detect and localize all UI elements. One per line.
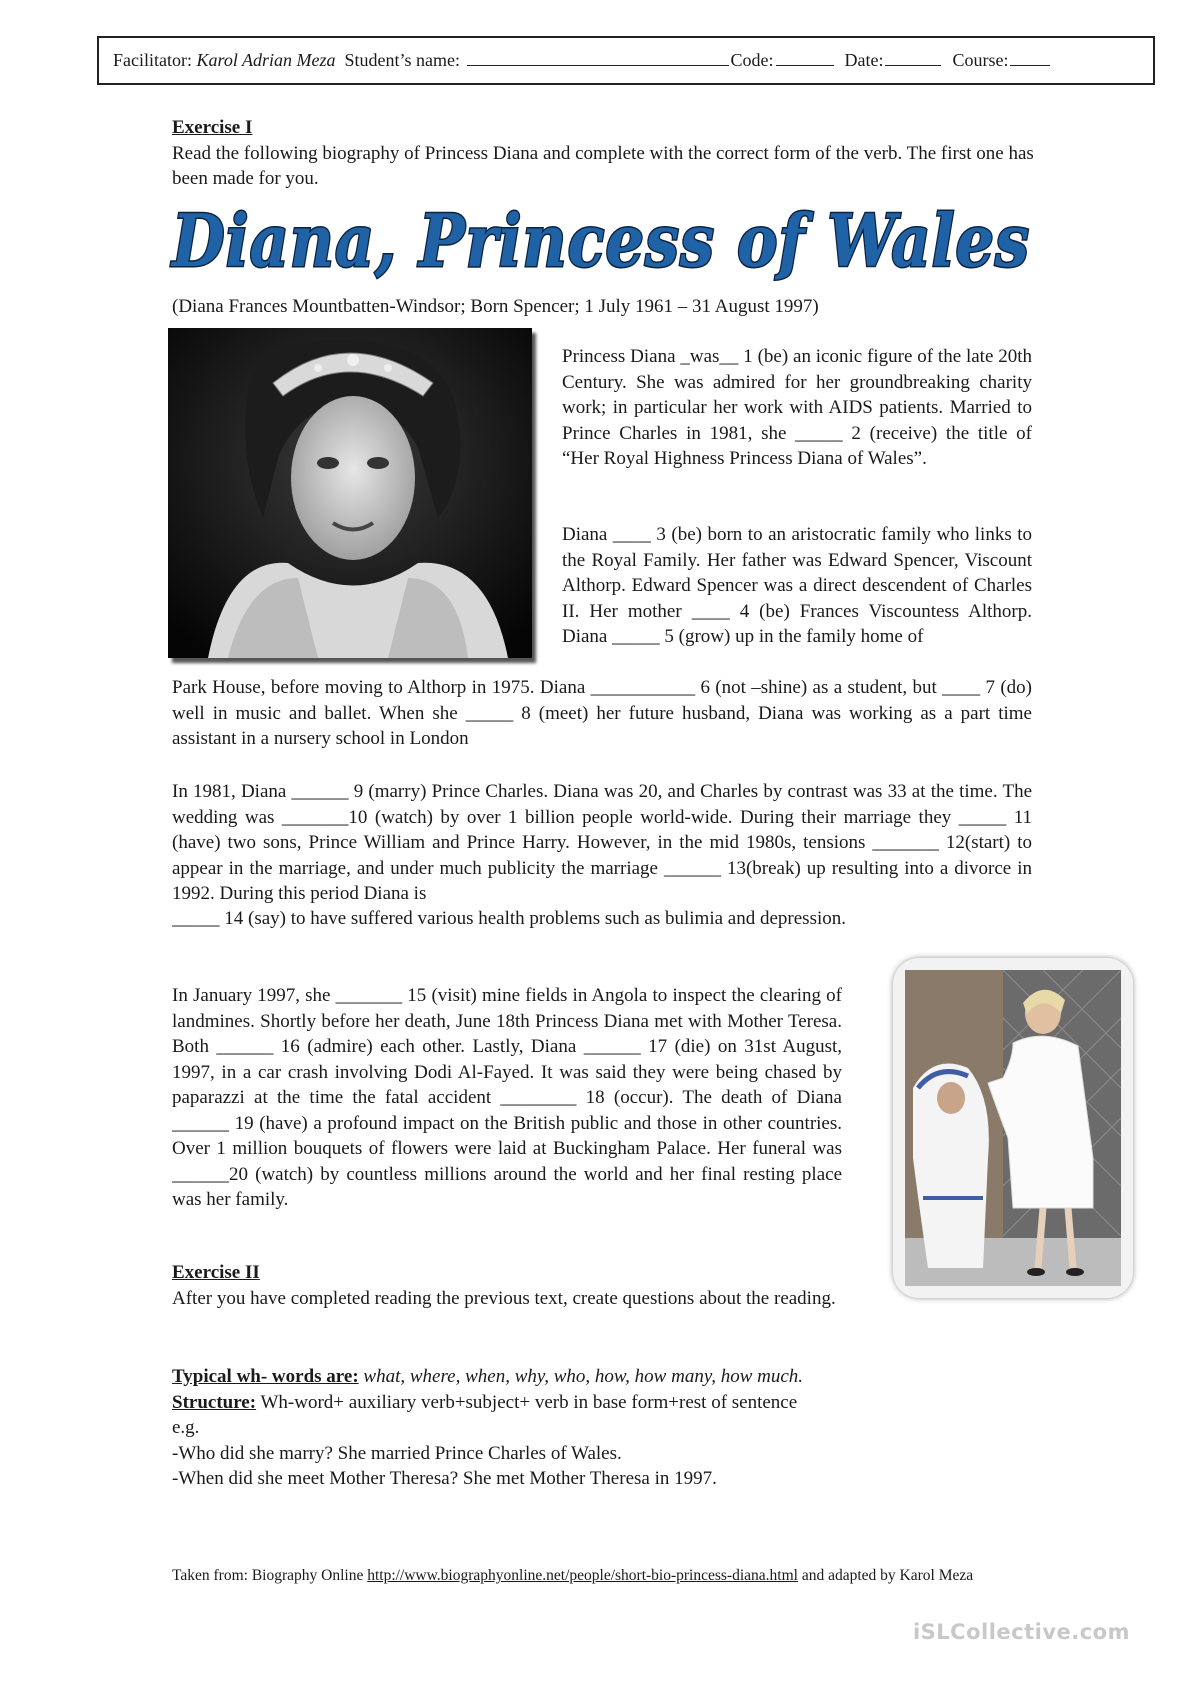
exercise2-section <box>172 1260 872 1311</box>
date-field[interactable] <box>885 64 941 66</box>
main-title <box>168 196 1038 286</box>
code-field[interactable] <box>776 64 834 66</box>
example-2: -When did she meet Mother Theresa? She met Mother Theresa in 1997. <box>172 1468 717 1489</box>
header-box <box>97 36 1155 85</box>
diana-portrait-image <box>168 328 532 658</box>
paragraph-1: Princess Diana _was__ 1 (be) an iconic figure of the late 20th Century. She was admired for her groundbreaking charity work; in particular her work with AIDS patients. Married to Prince Charles in 1981, she _____ 2 (receive) the title of “Her Royal Highness Princess Diana of Wales”. <box>562 346 1032 469</box>
example-label: e.g. <box>172 1417 200 1438</box>
portrait-drawing <box>168 328 532 658</box>
source-footer <box>172 1566 1052 1586</box>
wh-words-list: what, where, when, why, who, how, how many, how much. <box>363 1366 804 1387</box>
exercise1-title: Exercise I <box>172 117 253 138</box>
student-name-label: Student’s name: <box>344 50 460 70</box>
photo2-drawing <box>893 958 1133 1298</box>
paragraph-3: In 1981, Diana ______ 9 (marry) Prince Charles. Diana was 20, and Charles by contrast was 33 at the time. The wedding was _______10 (watch) by over 1 billion people world-wide. During their marriage they _____ 11 (have) two sons, Prince William and Prince Harry. However, in the mid 1980s, tensions _______ 12(start) to appear in the marriage, and under much publicity the marriage ______ 13(break) up resulting into a divorce in 1992. During this period Diana is <box>172 781 1032 904</box>
structure-text: Wh-word+ auxiliary verb+subject+ verb in base form+rest of sentence <box>260 1391 798 1413</box>
student-name-field[interactable] <box>467 64 729 66</box>
watermark: iSLCollective.com <box>912 1620 1130 1644</box>
date-label: Date: <box>844 50 884 70</box>
paragraph-2b: Park House, before moving to Althorp in 1975. Diana ___________ 6 (not –shine) as a student, but ____ 7 (do) well in music and ballet. When she _____ 8 (meet) her future husband, Diana was working as a part time assistant in a nursery school in London <box>172 677 1032 749</box>
course-field[interactable] <box>1010 64 1050 66</box>
footer-suffix: and adapted by Karol Meza <box>801 1567 974 1584</box>
paragraph-4: In January 1997, she _______ 15 (visit) mine fields in Angola to inspect the clearing of landmines. Shortly before her death, June 18th Princess Diana met with Mother Teresa. Both ______ 16 (admire) each other. Lastly, Diana ______ 17 (die) on 31st August, 1997, in a car crash involving Dodi Al-Fayed. It was said they were being chased by paparazzi at the time the fatal accident ________ 18 (occur). The death of Diana ______ 19 (have) a profound impact on the British public and those in other countries. Over 1 million bouquets of flowers were laid at Buckingham Palace. Her funeral was ______20 (watch) by countless millions around the world and her final resting place was her family. <box>172 985 842 1210</box>
paragraph-2a: Diana ____ 3 (be) born to an aristocratic family who links to the Royal Family. Her father was Edward Spencer, Viscount Althorp. Edward Spencer was a direct descendent of Charles II. Her mother ____ 4 (be) Frances Viscountess Althorp. Diana _____ 5 (grow) up in the family home of <box>562 524 1032 647</box>
main-title-text: Diana, Princess of Wales <box>170 198 1030 283</box>
paragraph-3b: _____ 14 (say) to have suffered various health problems such as bulimia and depression. <box>172 908 846 929</box>
exercise1-instructions: Read the following biography of Princess Diana and complete with the correct form of the verb. The first one has been made for you. <box>172 142 1034 189</box>
diana-mother-teresa-image <box>893 958 1133 1298</box>
example-1: -Who did she marry? She married Prince Charles of Wales. <box>172 1442 622 1464</box>
exercise2-title: Exercise II <box>172 1262 260 1283</box>
source-link[interactable]: http://www.biographyonline.net/people/short-bio-princess-diana.html <box>367 1567 798 1584</box>
wh-words-label: Typical wh- words are: <box>172 1366 359 1387</box>
exercise1-section <box>172 115 1032 192</box>
subtitle: (Diana Frances Mountbatten-Windsor; Born Spencer; 1 July 1961 – 31 August 1997) <box>172 296 819 317</box>
course-label: Course: <box>952 50 1009 70</box>
exercise2-instructions: After you have completed reading the previous text, create questions about the reading. <box>172 1287 836 1309</box>
exercise2-details <box>172 1364 1052 1492</box>
footer-prefix: Taken from: Biography Online <box>172 1567 364 1584</box>
code-label: Code: <box>730 50 774 70</box>
facilitator-name: Karol Adrian Meza <box>196 50 336 70</box>
facilitator-label: Facilitator: <box>113 50 192 70</box>
structure-label: Structure: <box>172 1391 257 1413</box>
wh-words-line <box>172 1364 1052 1390</box>
structure-line <box>172 1390 1052 1416</box>
